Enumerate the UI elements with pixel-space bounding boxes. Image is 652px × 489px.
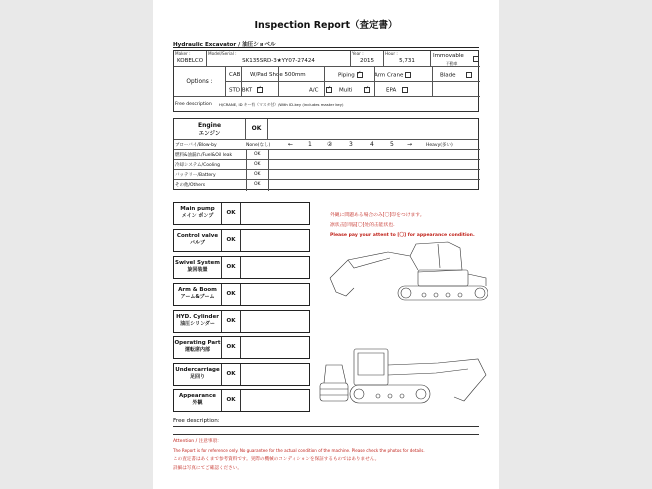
- report-title: Inspection Report（査定書）: [254, 20, 398, 31]
- scale-1: 1: [308, 141, 312, 148]
- component-name: Arm & Boom: [178, 287, 217, 293]
- hour-label: Hour :: [385, 51, 398, 56]
- option-std-bkt: STD BKT✓: [229, 87, 263, 94]
- options-row-1: [226, 67, 480, 82]
- notice-line-3: Please pay your attent to [〇] for appearance condition.: [330, 233, 475, 238]
- component-name-jp: 運転席内部: [184, 347, 210, 353]
- ac-checkbox[interactable]: [326, 87, 332, 93]
- option-cab: CAB: [229, 72, 241, 78]
- component-hyd-cylinder: [173, 310, 310, 333]
- engine-row: [174, 180, 480, 190]
- option-blade: Blade: [440, 72, 472, 79]
- component-name-jp: 旋回装置: [187, 267, 208, 273]
- engine-table: [173, 118, 479, 190]
- engine-col-divider: [246, 150, 247, 191]
- component-name: HYD. Cylinder: [176, 314, 219, 320]
- hour-value: 5,731: [399, 58, 415, 64]
- option-piping: Piping✓: [338, 72, 363, 79]
- component-control-valve: [173, 229, 310, 252]
- free-description-row: [174, 97, 480, 113]
- std-bkt-checkbox[interactable]: [257, 87, 263, 93]
- free-description-label: Free description: [175, 102, 212, 107]
- engine-row-value: OK: [254, 172, 261, 177]
- attention-block: [173, 437, 493, 473]
- model-label: Model/Serial :: [208, 51, 237, 56]
- free-description-title: Free description:: [173, 418, 220, 424]
- component-name-jp: 外観: [192, 400, 203, 406]
- option-arm-crane: Arm Crane: [374, 72, 411, 79]
- engine-label: Engine: [197, 122, 222, 129]
- option-shoe: W/Pad Shoe 500mm: [250, 72, 306, 78]
- hour-cell: [384, 51, 431, 67]
- excavator-side-view-drawing: [318, 240, 488, 310]
- section-title: Hydraulic Excavator / 油圧ショベル: [173, 42, 276, 48]
- engine-row-label: 燃料&油漏れ/Fuel&Oil leak: [175, 153, 233, 158]
- blowby-row: [174, 140, 480, 150]
- engine-row-label: その他/Others: [175, 183, 206, 188]
- component-ok: OK: [222, 311, 241, 332]
- excavator-front-view-drawing: [318, 345, 488, 410]
- maker-cell: [174, 51, 207, 67]
- engine-row: [174, 150, 480, 160]
- year-cell: [351, 51, 384, 67]
- attention-line-3: 詳細は写真にてご確認ください。: [173, 466, 242, 471]
- component-name-jp: 足回り: [189, 374, 205, 380]
- info-table: [173, 50, 479, 112]
- model-cell: [207, 51, 351, 67]
- engine-label-cell: [174, 119, 246, 140]
- attention-line-1: The Report is for reference only. No guarantee for the actual condition of the machine. Please check the photos for details.: [173, 448, 425, 453]
- report-page: [153, 0, 499, 489]
- scale-right-arrow: →: [407, 141, 413, 148]
- component-main-pump: [173, 202, 310, 225]
- component-name: Control valve: [176, 233, 219, 239]
- immovable-checkbox[interactable]: [473, 56, 479, 62]
- multi-checkbox[interactable]: [364, 87, 370, 93]
- component-undercarriage: [173, 363, 310, 386]
- component-appearance: [173, 389, 310, 412]
- attention-line-2: この査定書はあくまで参考資料です。実際の機械のコンディションを保証するものではありません。: [173, 457, 380, 462]
- component-swivel-system: [173, 256, 310, 279]
- component-name: Swivel System: [175, 260, 220, 266]
- engine-row-label: 冷却システム/Cooling: [175, 163, 220, 168]
- component-name-jp: 油圧シリンダー: [180, 321, 215, 327]
- component-ok: OK: [222, 337, 241, 358]
- option-ac: A/C✓: [309, 87, 332, 94]
- component-name: Appearance: [179, 393, 216, 399]
- engine-row-value: OK: [254, 162, 261, 167]
- model-value: SK135SRD-3★YY07-27424: [242, 58, 315, 64]
- scale-2-selected: ②: [327, 141, 333, 148]
- year-label: Year :: [352, 51, 364, 56]
- immovable-label: Immovable: [433, 53, 464, 59]
- free-description-text: H/CRANE, ID キー有（マスタ付）/With ID-key (includes master key): [219, 102, 344, 107]
- blowby-label: ブローバイ/Blow-by: [175, 143, 217, 148]
- component-ok: OK: [222, 390, 241, 411]
- engine-row-value: OK: [254, 182, 261, 187]
- component-name-jp: アーム&ブーム: [180, 294, 215, 300]
- attention-title: Attention / 注意事項：: [173, 439, 222, 444]
- scale-3: 3: [349, 141, 353, 148]
- scale-4: 4: [370, 141, 374, 148]
- component-name-jp: メイン ポンプ: [181, 213, 214, 219]
- epa-checkbox[interactable]: [402, 87, 408, 93]
- scale-left-arrow: ←: [288, 141, 294, 148]
- options-label: Options :: [186, 79, 213, 85]
- component-operating-part: [173, 336, 310, 359]
- engine-ok: OK: [246, 119, 268, 140]
- component-name: Main pump: [180, 206, 215, 212]
- engine-row: [174, 170, 480, 180]
- blade-checkbox[interactable]: [466, 72, 472, 78]
- component-ok: OK: [222, 284, 241, 305]
- title-rule: [173, 47, 479, 48]
- free-description-rule: [173, 426, 479, 427]
- option-epa: EPA: [386, 87, 408, 94]
- component-ok: OK: [222, 203, 241, 224]
- engine-row: [174, 160, 480, 170]
- engine-col-divider: [268, 150, 269, 191]
- appearance-notice: [330, 211, 495, 241]
- component-name: Undercarriage: [175, 367, 220, 373]
- blowby-heavy: Heavy(多い): [426, 143, 453, 148]
- engine-row-label: バッテリー/Battery: [175, 173, 216, 178]
- maker-value: KOBELCO: [176, 58, 204, 64]
- engine-label-jp: エンジン: [198, 131, 221, 137]
- year-value: 2015: [360, 58, 374, 64]
- notice-line-2: 凛状击[凹脳[〇]处的击能状也.: [330, 223, 395, 228]
- options-row-2: [226, 82, 480, 97]
- engine-row-value: OK: [254, 152, 261, 157]
- option-multi: Multi✓: [339, 87, 370, 94]
- arm-crane-checkbox[interactable]: [405, 72, 411, 78]
- piping-checkbox[interactable]: [357, 72, 363, 78]
- component-ok: OK: [222, 230, 241, 251]
- blowby-none: None(なし): [246, 143, 271, 148]
- free-description-rule: [173, 434, 479, 435]
- component-arm-boom: [173, 283, 310, 306]
- component-ok: OK: [222, 364, 241, 385]
- component-ok: OK: [222, 257, 241, 278]
- component-name: Operating Part: [174, 340, 221, 346]
- scale-5: 5: [390, 141, 394, 148]
- immovable-jp: 不動車: [446, 61, 458, 66]
- options-label-cell: [174, 67, 226, 97]
- component-name-jp: バルブ: [189, 240, 205, 246]
- immovable-cell: [431, 51, 480, 67]
- engine-blank: [268, 119, 478, 140]
- notice-line-1: 外観に問題ある場合のみ[〇]印をつけます。: [330, 213, 425, 218]
- maker-label: Maker :: [175, 51, 191, 56]
